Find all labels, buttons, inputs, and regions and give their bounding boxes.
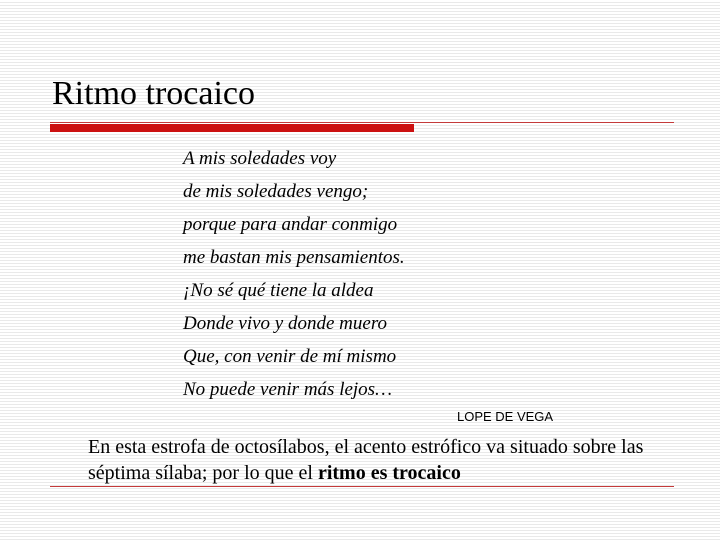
poem-line: No puede venir más lejos… [183,379,392,400]
poem-line: porque para andar conmigo [183,214,398,235]
title-accent-bar [50,124,414,132]
analysis-note-text: En esta estrofa de octosílabos, el acento estrófico va situado sobre las séptima sílaba; por lo que el [88,436,644,484]
slide-title: Ritmo trocaico [52,75,256,112]
analysis-note [88,434,688,486]
poem-line: Donde vivo y donde muero [183,313,388,334]
analysis-note-emphasis: ritmo es trocaico [317,462,461,484]
poem-line: A mis soledades voy [183,148,337,169]
poem-line: ¡No sé qué tiene la aldea [183,280,374,301]
poem-line: me bastan mis pensamientos. [183,247,405,268]
title-divider-line [50,122,674,123]
poem-line: de mis soledades vengo; [183,181,369,202]
poem-stanza [183,142,405,406]
poem-line: Que, con venir de mí mismo [183,346,397,367]
poem-author: LOPE DE VEGA [457,409,554,424]
bottom-divider-line [50,486,674,487]
